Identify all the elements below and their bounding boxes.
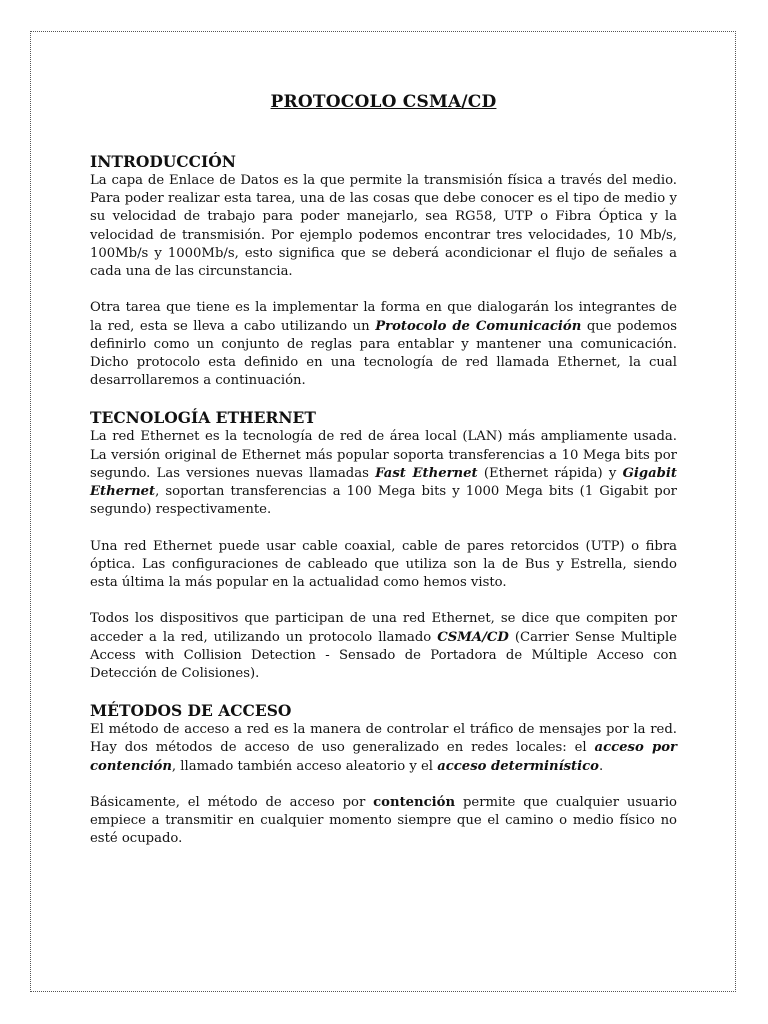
paragraph-text: , llamado también acceso aleatorio y el: [171, 758, 438, 774]
paragraph-text: , soportan transferencias a 100 Mega bits y 1000 Mega bits (1 Gigabit por segundo) respectivamente.: [90, 484, 677, 518]
paragraph: [90, 610, 677, 683]
paragraph: [90, 794, 677, 849]
paragraph-text: (Carrier Sense Multiple Access with Collision Detection - Sensado de Portadora de Múltiple Acceso con Detección de Colisiones).: [90, 629, 677, 682]
document-title: PROTOCOLO CSMA/CD: [270, 92, 497, 112]
paragraph: [90, 538, 677, 593]
paragraph-text: (Ethernet rápida) y: [477, 465, 623, 481]
emphasis-text: Fast Ethernet: [375, 465, 478, 481]
emphasis-text: CSMA/CD: [437, 629, 509, 645]
paragraph-text: El método de acceso a red es la manera de controlar el tráfico de mensajes por la red. Hay dos métodos de acceso de uso generalizado en redes locales: el: [90, 722, 677, 756]
paragraph-text: Básicamente, el método de acceso por: [90, 795, 374, 811]
document-body: [90, 92, 677, 867]
emphasis-text: acceso determinístico: [437, 758, 599, 774]
paragraph-text: Una red Ethernet puede usar cable coaxial, cable de pares retorcidos (UTP) o fibra óptica. Las configuraciones de cableado que utiliza son la de Bus y Estrella, siendo esta última la más popular en la actualidad como hemos visto.: [90, 538, 677, 591]
section-heading: INTRODUCCIÓN: [90, 152, 236, 171]
section-introduccion: [90, 152, 677, 390]
section-tecnologia-ethernet: [90, 408, 677, 683]
paragraph-text: Todos los dispositivos que participan de una red Ethernet, se dice que compiten por acceder a la red, utilizando un protocolo llamado: [90, 611, 677, 645]
paragraph-text: permite que cualquier usuario empiece a transmitir en cualquier momento siempre que el camino o medio físico no esté ocupado.: [90, 795, 677, 847]
paragraph: [90, 721, 677, 776]
section-heading: TECNOLOGÍA ETHERNET: [90, 408, 316, 428]
paragraph-text: .: [598, 758, 604, 774]
paragraph: [90, 428, 677, 519]
paragraph: [90, 299, 677, 390]
section-heading: MÉTODOS DE ACCESO: [90, 701, 292, 721]
paragraph-text: La red Ethernet es la tecnología de red de área local (LAN) más ampliamente usada. La versión original de Ethernet más popular soporta transferencias a 10 Mega bits por segundo. Las versiones nuevas llamadas: [90, 429, 677, 481]
bold-text: contención: [373, 795, 456, 811]
section-metodos-de-acceso: [90, 701, 677, 848]
paragraph-text: que podemos definirlo como un conjunto de reglas para entablar y mantener una comunicación. Dicho protocolo esta definido en una tecnología de red llamada Ethernet, la cual desarrollaremos a continuación.: [90, 318, 677, 389]
emphasis-text: Protocolo de Comunicación: [375, 318, 582, 334]
paragraph-text: Otra tarea que tiene es la implementar la forma en que dialogarán los integrantes de la red, esta se lleva a cabo utilizando un: [90, 300, 677, 334]
emphasis-text: Gigabit Ethernet: [90, 465, 678, 500]
paragraph-text: La capa de Enlace de Datos es la que permite la transmisión física a través del medio. Para poder realizar esta tarea, una de las cosas que debe conocer es el tipo de medio y su velocidad de trabajo para poder manejarlo, sea RG58, UTP o Fibra Óptica y la velocidad de transmisión. Por ejemplo podemos encontrar tres velocidades, 10 Mb/s, 100Mb/s y 1000Mb/s, esto significa que se deberá acondicionar el flujo de señales a cada una de las circunstancia.: [90, 173, 677, 280]
emphasis-text: acceso por contención: [90, 740, 677, 774]
paragraph: [90, 172, 677, 281]
